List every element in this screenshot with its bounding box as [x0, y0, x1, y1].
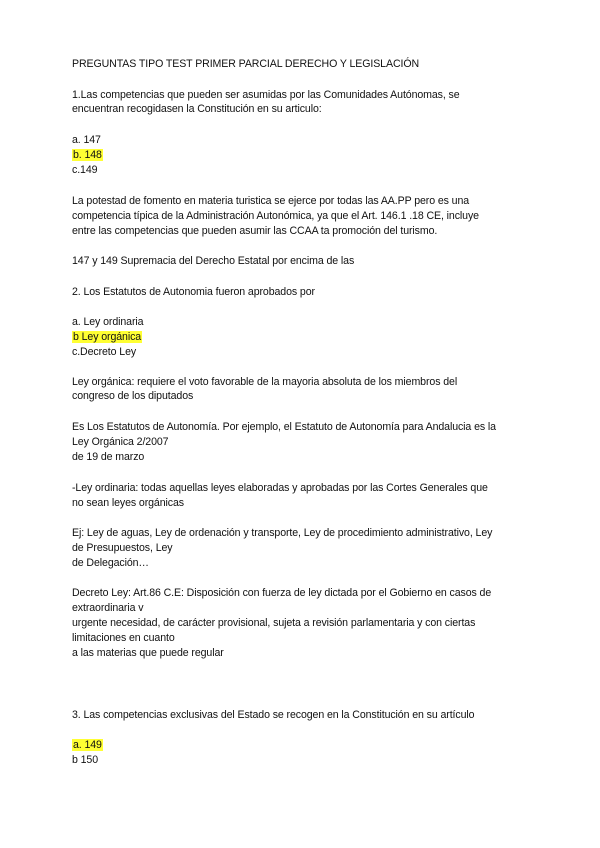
q2-ejemplo-line-1: Es Los Estatutos de Autonomía. Por ejemplo, el Estatuto de Autonomía para Andalucia es la — [72, 421, 496, 433]
q2-option-b-highlighted: b Ley orgánica — [73, 331, 142, 343]
q2-ej-line-2: de Presupuestos, Ley — [72, 542, 173, 554]
q1-note: 147 y 149 Supremacia del Derecho Estatal por encima de las — [72, 255, 355, 267]
q1-explanation-line-2: competencia típica de la Administración Autonómica, ya que el Art. 146.1 .18 CE, incluye — [72, 210, 479, 222]
q2-ordinaria-line-2: no sean leyes orgánicas — [72, 497, 184, 509]
q2-ordinaria-line-1: -Ley ordinaria: todas aquellas leyes elaboradas y aprobadas por las Cortes Generales que — [72, 482, 488, 494]
q1-explanation-line-3: entre las competencias que pueden asumir las CCAA ta promoción del turismo. — [72, 225, 438, 237]
q1-explanation-line-1: La potestad de fomento en materia turistica se ejerce por todas las AA.PP pero es una — [72, 195, 470, 207]
q2-decreto-line-3: urgente necesidad, de carácter provisional, sujeta a revisión parlamentaria y con ciertas — [72, 617, 476, 629]
q2-option-c: c.Decreto Ley — [72, 346, 137, 358]
q3-question: 3. Las competencias exclusivas del Estado se recogen en la Constitución en su artículo — [72, 709, 475, 721]
q2-organica-line-1: Ley orgánica: requiere el voto favorable de la mayoria absoluta de los miembros del — [72, 376, 458, 388]
q3-option-a-highlighted: a. 149 — [73, 739, 102, 751]
q2-ej-line-3: de Delegación… — [72, 557, 149, 569]
q2-ej-line-1: Ej: Ley de aguas, Ley de ordenación y transporte, Ley de procedimiento administrativo, Ley — [72, 527, 493, 539]
q2-decreto-line-2: extraordinaria v — [72, 602, 144, 614]
q2-organica-line-2: congreso de los diputados — [72, 390, 194, 402]
q2-ejemplo-line-2: Ley Orgánica 2/2007 — [72, 436, 169, 448]
q1-question-line-2: encuentran recogidasen la Constitución en su articulo: — [72, 103, 322, 115]
q1-question-line-1: 1.Las competencias que pueden ser asumidas por las Comunidades Autónomas, se — [72, 89, 460, 101]
q2-decreto-line-5: a las materias que puede regular — [72, 647, 224, 659]
q2-decreto-line-1: Decreto Ley: Art.86 C.E: Disposición con fuerza de ley dictada por el Gobierno en casos de — [72, 587, 492, 599]
q2-option-a: a. Ley ordinaria — [72, 316, 144, 328]
q1-option-a: a. 147 — [72, 134, 101, 146]
q2-question: 2. Los Estatutos de Autonomia fueron aprobados por — [72, 286, 315, 298]
q2-ejemplo-line-3: de 19 de marzo — [72, 451, 145, 463]
q2-decreto-line-4: limitaciones en cuanto — [72, 632, 175, 644]
document-title: PREGUNTAS TIPO TEST PRIMER PARCIAL DERECHO Y LEGISLACIÓN — [72, 58, 420, 70]
q1-option-b-highlighted: b. 148 — [73, 149, 102, 161]
q3-option-b: b 150 — [72, 754, 99, 766]
q1-option-c: c.149 — [72, 164, 98, 176]
